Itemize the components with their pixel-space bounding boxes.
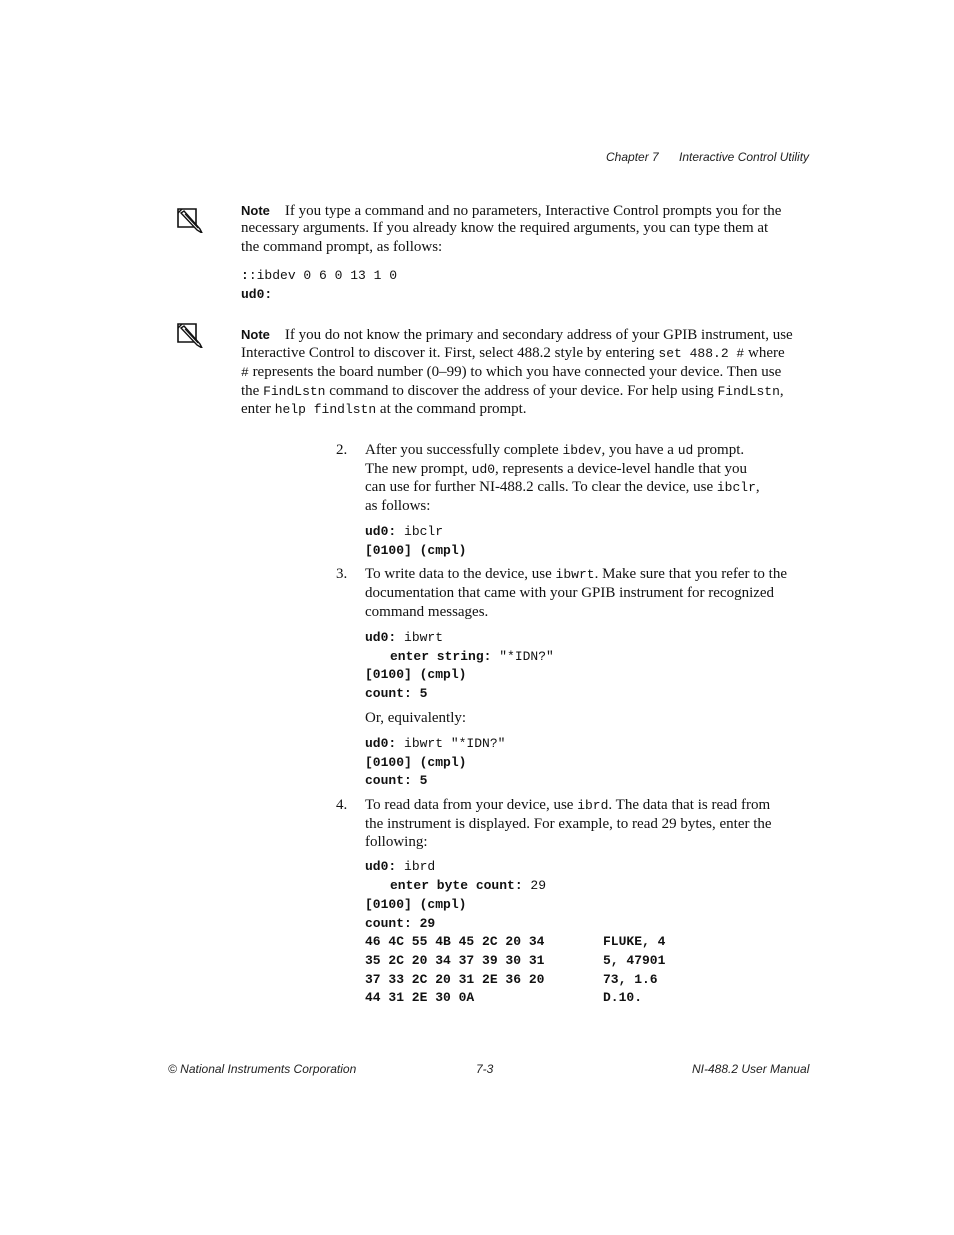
header-chapter: Chapter 7 — [606, 150, 659, 164]
note-1-line-3: the command prompt, as follows: — [241, 239, 443, 255]
step-3-line-2: documentation that came with your GPIB instrument for recognized — [365, 585, 775, 601]
footer-manual-title: NI-488.2 User Manual — [692, 1062, 810, 1076]
code-line: ud0: ibrd — [365, 859, 436, 874]
ascii-row: D.10. — [603, 990, 643, 1005]
step-2-line-2: The new prompt, ud0, represents a device-level handle that you — [365, 461, 748, 477]
note-text: If you do not know the primary and secondary address of your GPIB instrument, use — [284, 327, 793, 343]
step-2-line-4: as follows: — [365, 498, 431, 514]
code-line: [0100] (cmpl) — [365, 543, 467, 558]
code-line: ::ibdev 0 6 0 13 1 0 — [241, 268, 398, 283]
code-line: count: 5 — [365, 773, 428, 788]
hex-row: 37 33 2C 20 31 2E 36 20 — [365, 972, 545, 987]
step-4-line-3: following: — [365, 834, 428, 850]
note-2-line-4: the FindLstn command to discover the address of your device. For help using FindLstn, — [241, 383, 784, 399]
ascii-row: 5, 47901 — [603, 953, 666, 968]
footer-page-number: 7-3 — [476, 1062, 494, 1076]
note-2-line-5: enter help findlstn at the command prompt. — [241, 401, 527, 417]
step-number: 3. — [336, 566, 348, 582]
header-title: Interactive Control Utility — [679, 150, 810, 164]
note-2-line-3: # represents the board number (0–99) to which you have connected your device. Then use — [241, 364, 782, 380]
code-line: ud0: — [241, 287, 273, 302]
note-pencil-icon — [176, 205, 206, 233]
note-1-line-2: necessary arguments. If you already know the required arguments, you can type them at — [241, 220, 769, 236]
hex-row: 35 2C 20 34 37 39 30 31 — [365, 953, 545, 968]
step-3-line-1: To write data to the device, use ibwrt. Make sure that you refer to the — [365, 566, 787, 582]
note-pencil-icon — [176, 320, 206, 348]
footer-copyright: © National Instruments Corporation — [168, 1062, 357, 1076]
step-number: 2. — [336, 442, 348, 458]
step-4-line-1: To read data from your device, use ibrd. The data that is read from — [365, 797, 771, 813]
step-3-line-3: command messages. — [365, 604, 489, 620]
hex-row: 44 31 2E 30 0A — [365, 990, 475, 1005]
note-2-line-1 — [241, 325, 793, 345]
code-line: ud0: ibwrt "*IDN?" — [365, 736, 506, 751]
note-2-line-2: Interactive Control to discover it. First, select 488.2 style by entering set 488.2 # where — [241, 345, 785, 361]
code-line: [0100] (cmpl) — [365, 755, 467, 770]
note-label: Note — [241, 327, 270, 342]
note-label: Note — [241, 203, 270, 218]
hex-row: 46 4C 55 4B 45 2C 20 34 — [365, 934, 545, 949]
step-2-line-3: can use for further NI-488.2 calls. To clear the device, use ibclr, — [365, 479, 760, 495]
ascii-row: 73, 1.6 — [603, 972, 658, 987]
code-line: [0100] (cmpl) — [365, 897, 467, 912]
code-line: enter string: "*IDN?" — [390, 649, 554, 664]
step-3-or: Or, equivalently: — [365, 710, 467, 726]
code-line: ud0: ibclr — [365, 524, 444, 539]
code-line: enter byte count: 29 — [390, 878, 547, 893]
step-number: 4. — [336, 797, 348, 813]
step-2-line-1: After you successfully complete ibdev, you have a ud prompt. — [365, 442, 745, 458]
code-line: count: 5 — [365, 686, 428, 701]
ascii-row: FLUKE, 4 — [603, 934, 666, 949]
code-line: count: 29 — [365, 916, 436, 931]
code-text: :ibdev 0 6 0 13 1 0 — [248, 268, 398, 283]
code-line: ud0: ibwrt — [365, 630, 444, 645]
note-text: If you type a command and no parameters, Interactive Control prompts you for the — [284, 203, 782, 219]
code-line: [0100] (cmpl) — [365, 667, 467, 682]
note-1-line-1 — [241, 201, 781, 221]
step-4-line-2: the instrument is displayed. For example, to read 29 bytes, enter the — [365, 816, 772, 832]
